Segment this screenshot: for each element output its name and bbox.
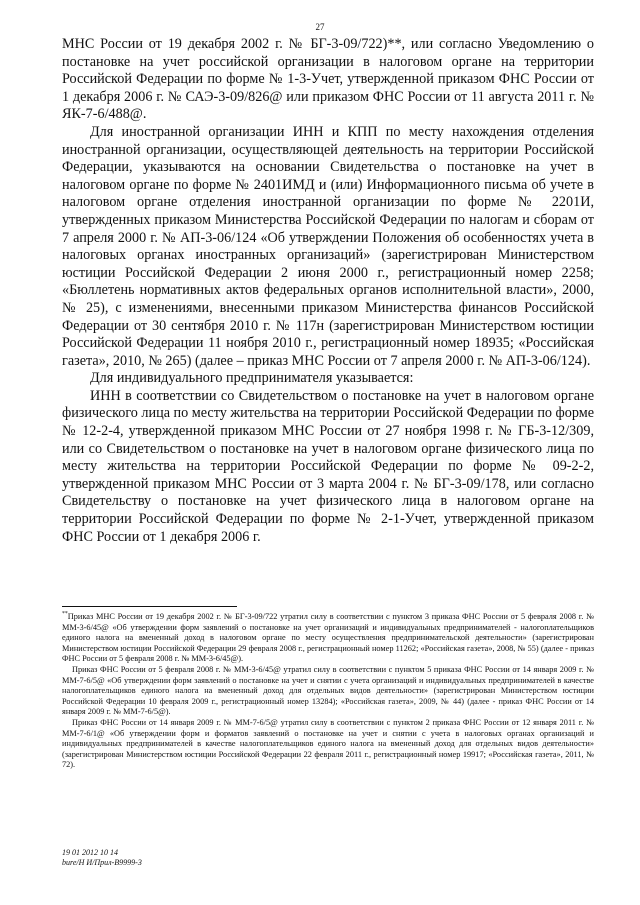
page-number: 27: [315, 22, 325, 32]
print-stamp: [62, 848, 142, 868]
footnote-separator: [62, 606, 237, 607]
paragraph-entrepreneur-heading: Для индивидуального предпринимателя указывается:: [90, 370, 414, 387]
footnote-marker: **: [62, 611, 68, 618]
stamp-path: bure/Н И/Прил-В9999-3: [62, 858, 142, 867]
body-text: [62, 36, 594, 546]
stamp-date: 19 01 2012 10 14: [62, 848, 118, 857]
footnote-1: Приказ МНС России от 19 декабря 2002 г. № БГ-3-09/722 утратил силу в соответствии с пунктом 3 приказа ФНС России от 5 февраля 2008 г. № ММ-3-6/45@ «Об утверждении форм заявлений о постановке на учет организаций и индивидуальных предпринимателей - налогоплательщиков единого налога на вмененный доход в налоговом органе по месту осуществления предпринимательской деятельности» (зарегистрирован Министерством юстиции Российской Федерации 29 февраля 2008 г., регистрационный номер 11262; «Российская газета», 2008, № 55) (далее - приказ ФНС России от 5 февраля 2008 г. № ММ-3-6/45@).: [62, 612, 594, 664]
paragraph-entrepreneur-inn: ИНН в соответствии со Свидетельством о постановке на учет в налоговом органе физического лица по месту жительства на территории Российской Федерации по форме № 12-2-4, утвержденной приказом МНС России от 27 ноября 1998 г. № ГБ-3-12/309, или со Свидетельством о постановке на учет в налоговом органе физического лица по месту жительства на территории Российской Федерации по форме № 09-2-2, утвержденной приказом МНС России от 3 марта 2004 г. № БГ-3-09/178, или согласно Свидетельству о постановке на учет физического лица в налоговом органе на территории Российской Федерации по форме № 2-1-Учет, утвержденной приказом ФНС России от 1 декабря 2006 г.: [62, 387, 594, 545]
paragraph-foreign-organization: Для иностранной организации ИНН и КПП по месту нахождения отделения иностранной организации, осуществляющей деятельность на территории Российской Федерации, указываются на основании Свидетельства о постановке на учет в налоговом органе по форме № 2401ИМД и (или) Информационного письма об учете в налоговом органе отделения иностранной организации по форме № 2201И, утвержденных приказом Министерства Российской Федерации по налогам и сборам от 7 апреля 2000 г. № АП-3-06/124 «Об утверждении Положения об особенностях учета в налоговых органах иностранных организаций» (зарегистрирован Министерством юстиции Российской Федерации 2 июня 2000 г., регистрационный номер 2258; «Бюллетень нормативных актов федеральных органов исполнительной власти», 2000, № 25), с изменениями, внесенными приказом Министерства финансов Российской Федерации от 30 сентября 2010 г. № 117н (зарегистрирован Министерством юстиции Российской Федерации 11 ноября 2010 г., регистрационный номер 18935; «Российская газета», 2010, № 265) (далее – приказ МНС России от 7 апреля 2000 г. № АП-3-06/124).: [62, 123, 594, 369]
paragraph-continuation: МНС России от 19 декабря 2002 г. № БГ-3-09/722)**, или согласно Уведомлению о постановке на учет российской организации в налоговом органе на территории Российской Федерации по форме № 1-3-Учет, утвержденной приказом ФНС России от 1 декабря 2006 г. № САЭ-3-09/826@ или приказом ФНС России от 11 августа 2011 г. № ЯК-7-6/488@.: [62, 36, 594, 123]
footnote-2: Приказ ФНС России от 5 февраля 2008 г. № ММ-3-6/45@ утратил силу в соответствии с пунктом 5 приказа ФНС России от 14 января 2009 г. № ММ-7-6/5@ «Об утверждении форм заявлений о постановке на учет и снятии с учета организаций и индивидуальных предпринимателей в качестве налогоплательщиков единого налога на вмененный доход для отдельных видов деятельности» (зарегистрирован Министерством юстиции Российской Федерации 10 февраля 2009 г., регистрационный номер 13284); «Российская газета», 2009, № 44) (далее - приказ ФНС России от 14 января 2009 г. № ММ-7-6/5@).: [62, 664, 594, 717]
footnote-3: Приказ ФНС России от 14 января 2009 г. № ММ-7-6/5@ утратил силу в соответствии с пунктом 2 приказа ФНС России от 12 января 2011 г. № ММ-7-6/1@ «Об утверждении форм и форматов заявлений о постановке на учет и снятии с учета в налоговых органах организаций и индивидуальных предпринимателей в качестве налогоплательщиков единого налога на вмененный доход для отдельных видов деятельности» (зарегистрирован Министерством юстиции Российской Федерации 22 февраля 2011 г., регистрационный номер 19917; «Российская газета», 2011, № 72).: [62, 717, 594, 770]
footnotes: [62, 612, 594, 771]
